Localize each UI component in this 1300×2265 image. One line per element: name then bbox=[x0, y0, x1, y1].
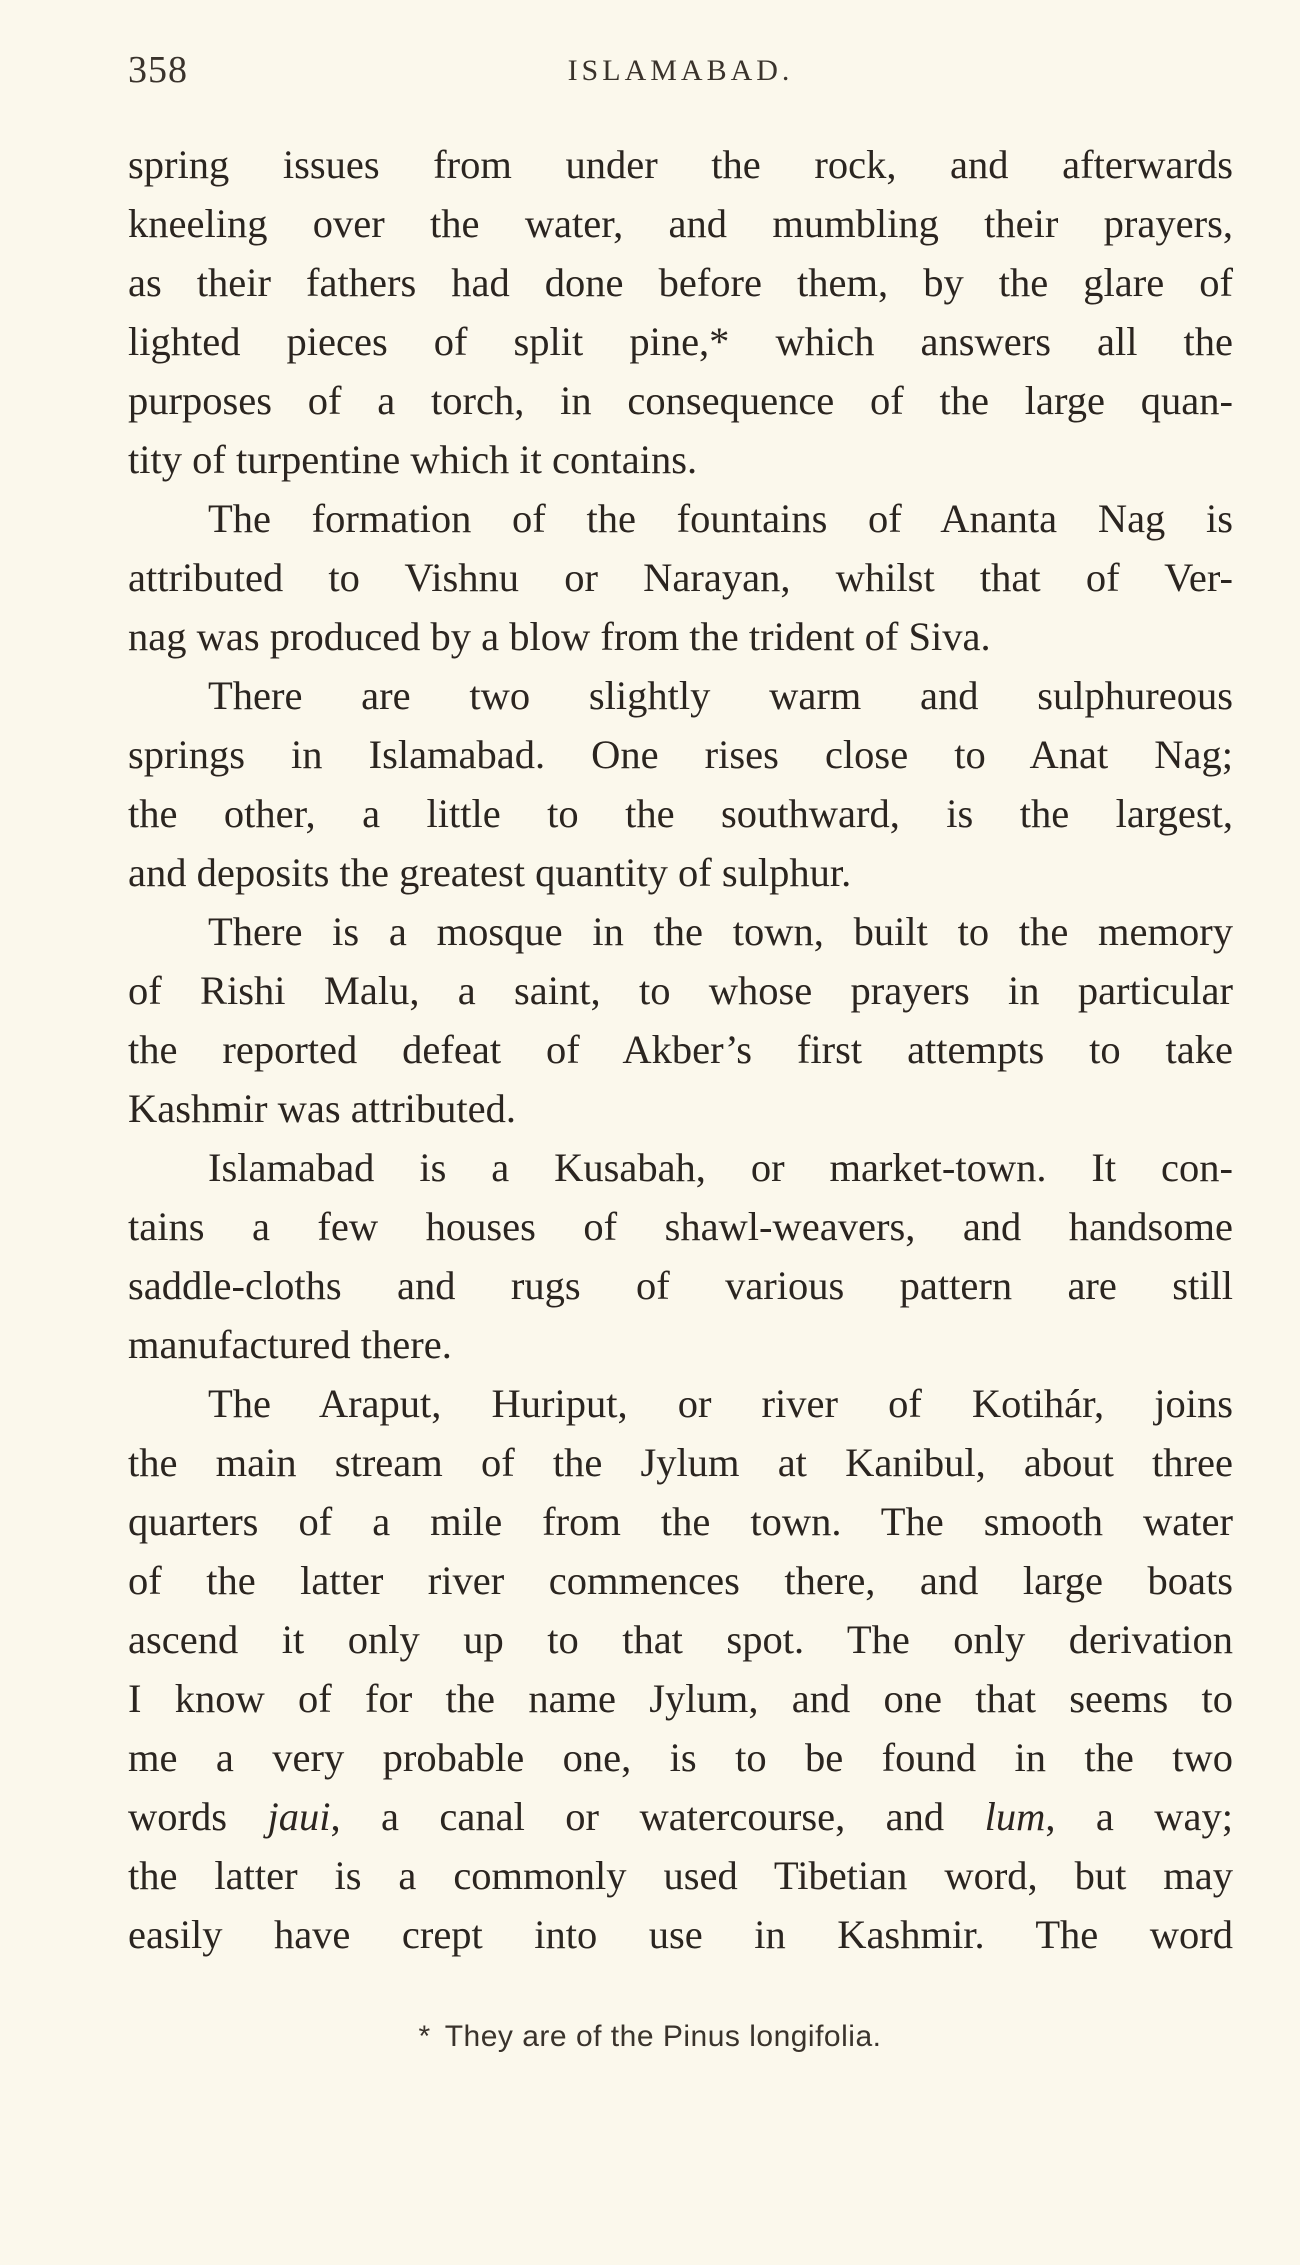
text-run: , a way; bbox=[1045, 1794, 1234, 1839]
text-line: the reported defeat of Akber’s first attempts to take bbox=[128, 1027, 1233, 1072]
paragraph-first-line: Islamabad is a Kusabah, or market-town. It con- bbox=[208, 1145, 1233, 1190]
text-line: me a very probable one, is to be found in the two bbox=[128, 1735, 1233, 1780]
text-line-with-italics bbox=[128, 1787, 1233, 1846]
text-run: words bbox=[128, 1794, 268, 1839]
text-line: the other, a little to the southward, is the largest, bbox=[128, 791, 1233, 836]
italic-term: lum bbox=[984, 1794, 1046, 1839]
paragraph-first-line: There is a mosque in the town, built to the memory bbox=[208, 909, 1233, 954]
text-line: the latter is a commonly used Tibetian word, but may bbox=[128, 1853, 1233, 1898]
text-line: tains a few houses of shawl-weavers, and handsome bbox=[128, 1204, 1233, 1249]
text-line: attributed to Vishnu or Narayan, whilst that of Ver- bbox=[128, 555, 1233, 600]
text-line: I know of for the name Jylum, and one that seems to bbox=[128, 1676, 1233, 1721]
footnote bbox=[0, 2020, 1300, 2054]
text-line: springs in Islamabad. One rises close to Anat Nag; bbox=[128, 732, 1233, 777]
running-title: ISLAMABAD. bbox=[567, 54, 794, 87]
footnote-marker: * bbox=[418, 2020, 431, 2053]
text-line: manufactured there. bbox=[128, 1322, 452, 1367]
body-text bbox=[128, 135, 1233, 1964]
text-line: spring issues from under the rock, and afterwards bbox=[128, 142, 1233, 187]
running-head bbox=[128, 40, 1233, 100]
text-line: the main stream of the Jylum at Kanibul, about three bbox=[128, 1440, 1233, 1485]
text-line: of Rishi Malu, a saint, to whose prayers in particular bbox=[128, 968, 1233, 1013]
text-line: of the latter river commences there, and large boats bbox=[128, 1558, 1233, 1603]
text-run: , a canal or watercourse, and bbox=[330, 1794, 985, 1839]
text-line: Kashmir was attributed. bbox=[128, 1086, 517, 1131]
text-line: nag was produced by a blow from the trident of Siva. bbox=[128, 614, 991, 659]
footnote-text: They are of the Pinus longifolia. bbox=[444, 2020, 882, 2053]
text-line: tity of turpentine which it contains. bbox=[128, 437, 698, 482]
paragraph-first-line: There are two slightly warm and sulphureous bbox=[208, 673, 1233, 718]
text-line: saddle-cloths and rugs of various pattern are still bbox=[128, 1263, 1233, 1308]
text-line: quarters of a mile from the town. The smooth water bbox=[128, 1499, 1233, 1544]
text-line: and deposits the greatest quantity of sulphur. bbox=[128, 850, 852, 895]
text-line: ascend it only up to that spot. The only derivation bbox=[128, 1617, 1233, 1662]
text-line: as their fathers had done before them, by the glare of bbox=[128, 260, 1233, 305]
paragraph-first-line: The formation of the fountains of Ananta Nag is bbox=[208, 496, 1233, 541]
paragraph-first-line: The Araput, Huriput, or river of Kotihár, joins bbox=[208, 1381, 1233, 1426]
text-line: kneeling over the water, and mumbling their prayers, bbox=[128, 201, 1233, 246]
italic-term: jaui bbox=[267, 1794, 331, 1839]
page-number: 358 bbox=[128, 49, 188, 91]
text-line: easily have crept into use in Kashmir. The word bbox=[128, 1912, 1233, 1957]
text-line: lighted pieces of split pine,* which answers all the bbox=[128, 319, 1233, 364]
text-line: purposes of a torch, in consequence of the large quan- bbox=[128, 378, 1233, 423]
